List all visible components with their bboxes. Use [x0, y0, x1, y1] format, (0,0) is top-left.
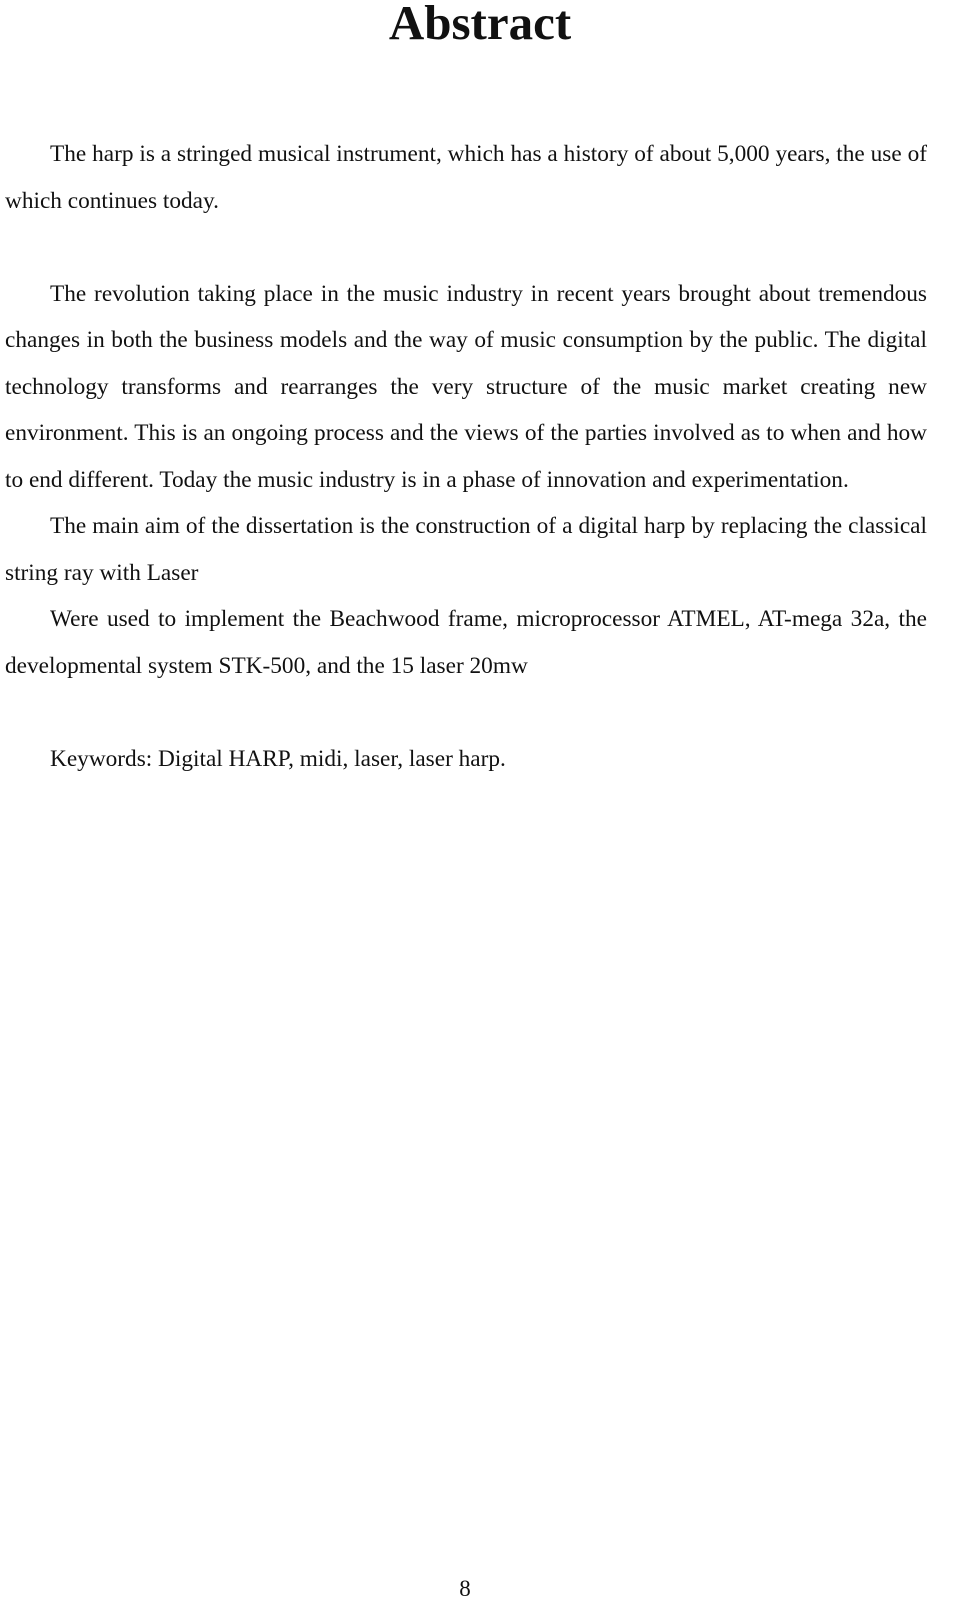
paragraph-dissertation-aim: The main aim of the dissertation is the construction of a digital harp by replacing the classical string ray with Laser [5, 513, 927, 586]
paragraph-implementation: Were used to implement the Beachwood frame, microprocessor ATMEL, AT-mega 32a, the developmental system STK-500, and the 15 laser 20mw [5, 606, 927, 679]
page-number: 8 [459, 1576, 471, 1601]
keywords: Keywords: Digital HARP, midi, laser, laser harp. [50, 745, 506, 772]
abstract-body [5, 131, 927, 782]
paragraph-harp-history: The harp is a stringed musical instrument, which has a history of about 5,000 years, the use of which continues today. [5, 141, 927, 214]
paragraph-music-industry: The revolution taking place in the music industry in recent years brought about tremendous changes in both the business models and the way of music consumption by the public. The digital technology transforms and rearranges the very structure of the music market creating new environment. This is an ongoing process and the views of the parties involved as to when and how to end different. Today the music industry is in a phase of innovation and experimentation. [5, 280, 927, 493]
page-title: Abstract [388, 0, 572, 50]
